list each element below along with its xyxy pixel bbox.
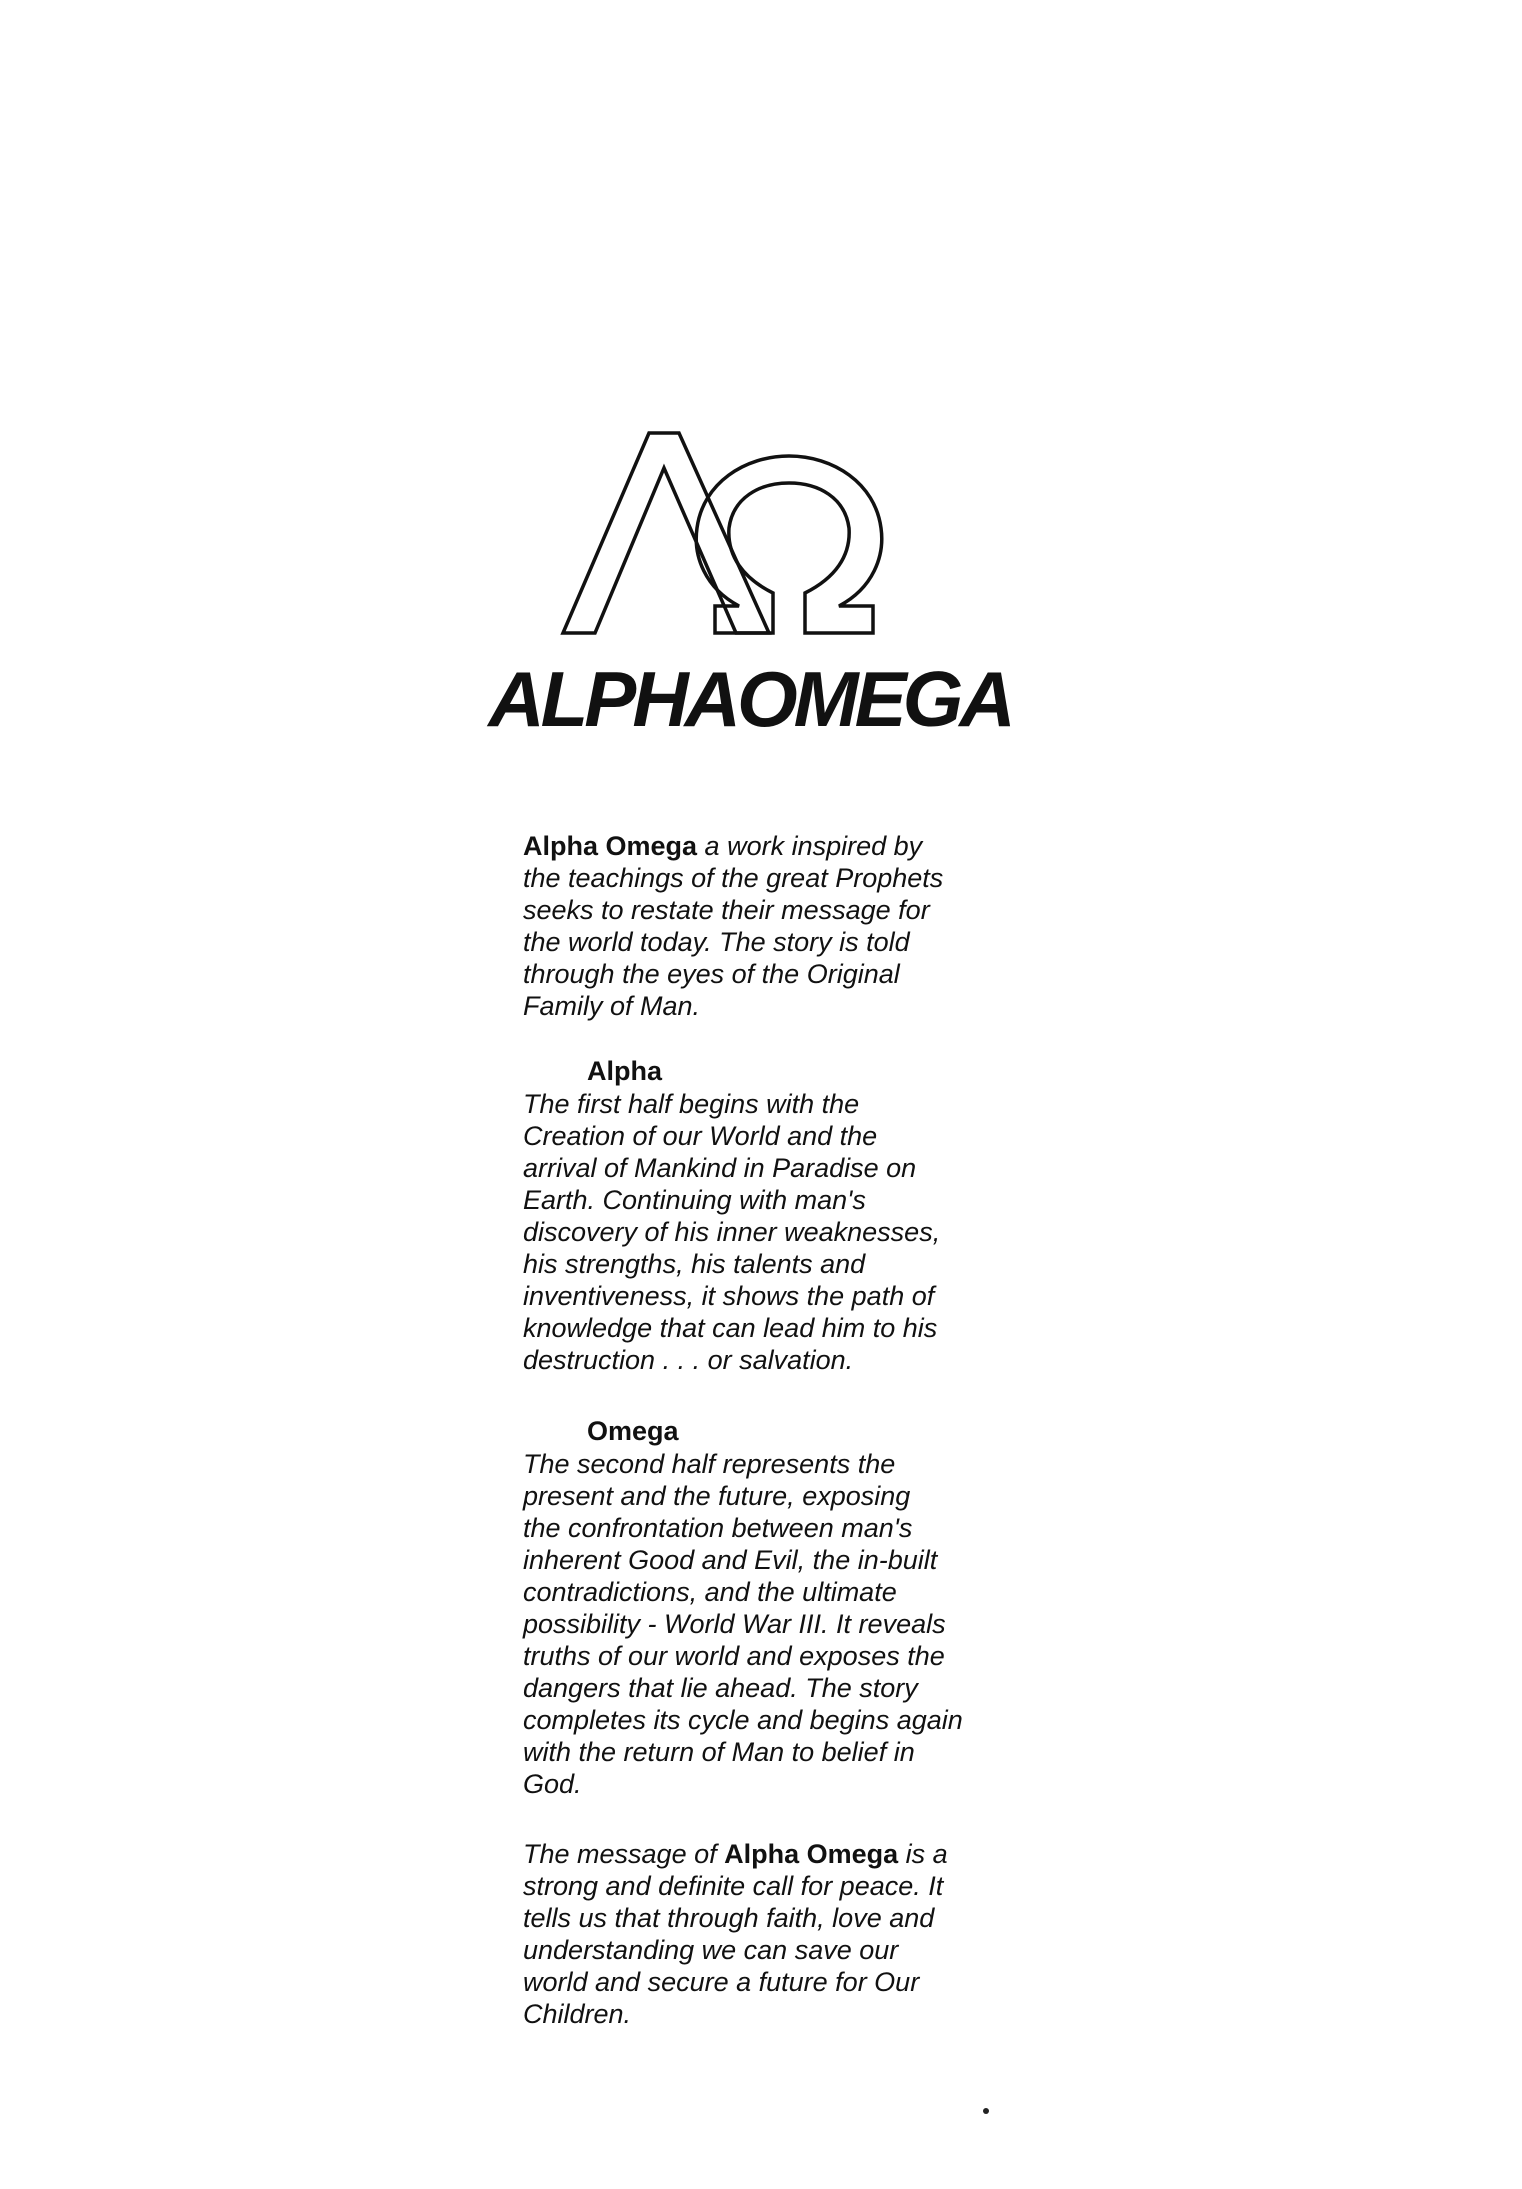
alpha-section xyxy=(523,1054,1043,1376)
description-text-block xyxy=(523,830,1043,2030)
closing-before: The message of xyxy=(523,1839,725,1869)
omega-outline xyxy=(696,456,881,633)
omega-heading: Omega xyxy=(587,1416,679,1446)
intro-paragraph xyxy=(523,830,1043,1022)
closing-after: is a strong and definite call for peace. It tells us that through faith, love and understanding we can save our world and secure a future for Our Children. xyxy=(523,1839,948,2029)
print-speck xyxy=(983,2108,989,2114)
lambda-outline xyxy=(563,433,769,633)
closing-title: Alpha Omega xyxy=(724,1839,899,1869)
omega-paragraph: The second half represents the present and the future, exposing the confrontation between man's inherent Good and Evil, the in-built contradictions, and the ultimate possibility - World War III. It reveals truths of our world and exposes the dangers that lie ahead. The story completes its cycle and begins again with the return of Man to belief in God. xyxy=(523,1449,963,1799)
omega-section xyxy=(523,1414,1043,1800)
alpha-omega-logo-icon xyxy=(555,428,935,638)
closing-paragraph xyxy=(523,1838,1043,2030)
alpha-heading: Alpha xyxy=(587,1056,663,1086)
alpha-paragraph: The first half begins with the Creation of our World and the arrival of Mankind in Paradise on Earth. Continuing with man's discovery of his inner weaknesses, his strengths, his talents and inventiveness, it shows the path of knowledge that can lead him to his destruction . . . or salvation. xyxy=(523,1089,941,1375)
alpha-omega-wordmark xyxy=(475,660,1025,740)
wordmark-text: ALPHAOMEGA xyxy=(488,660,1012,740)
intro-title: Alpha Omega xyxy=(523,831,698,861)
intro-text: a work inspired by the teachings of the great Prophets seeks to restate their message for the world today. The story is told through the eyes of the Original Family of Man. xyxy=(523,831,944,1021)
